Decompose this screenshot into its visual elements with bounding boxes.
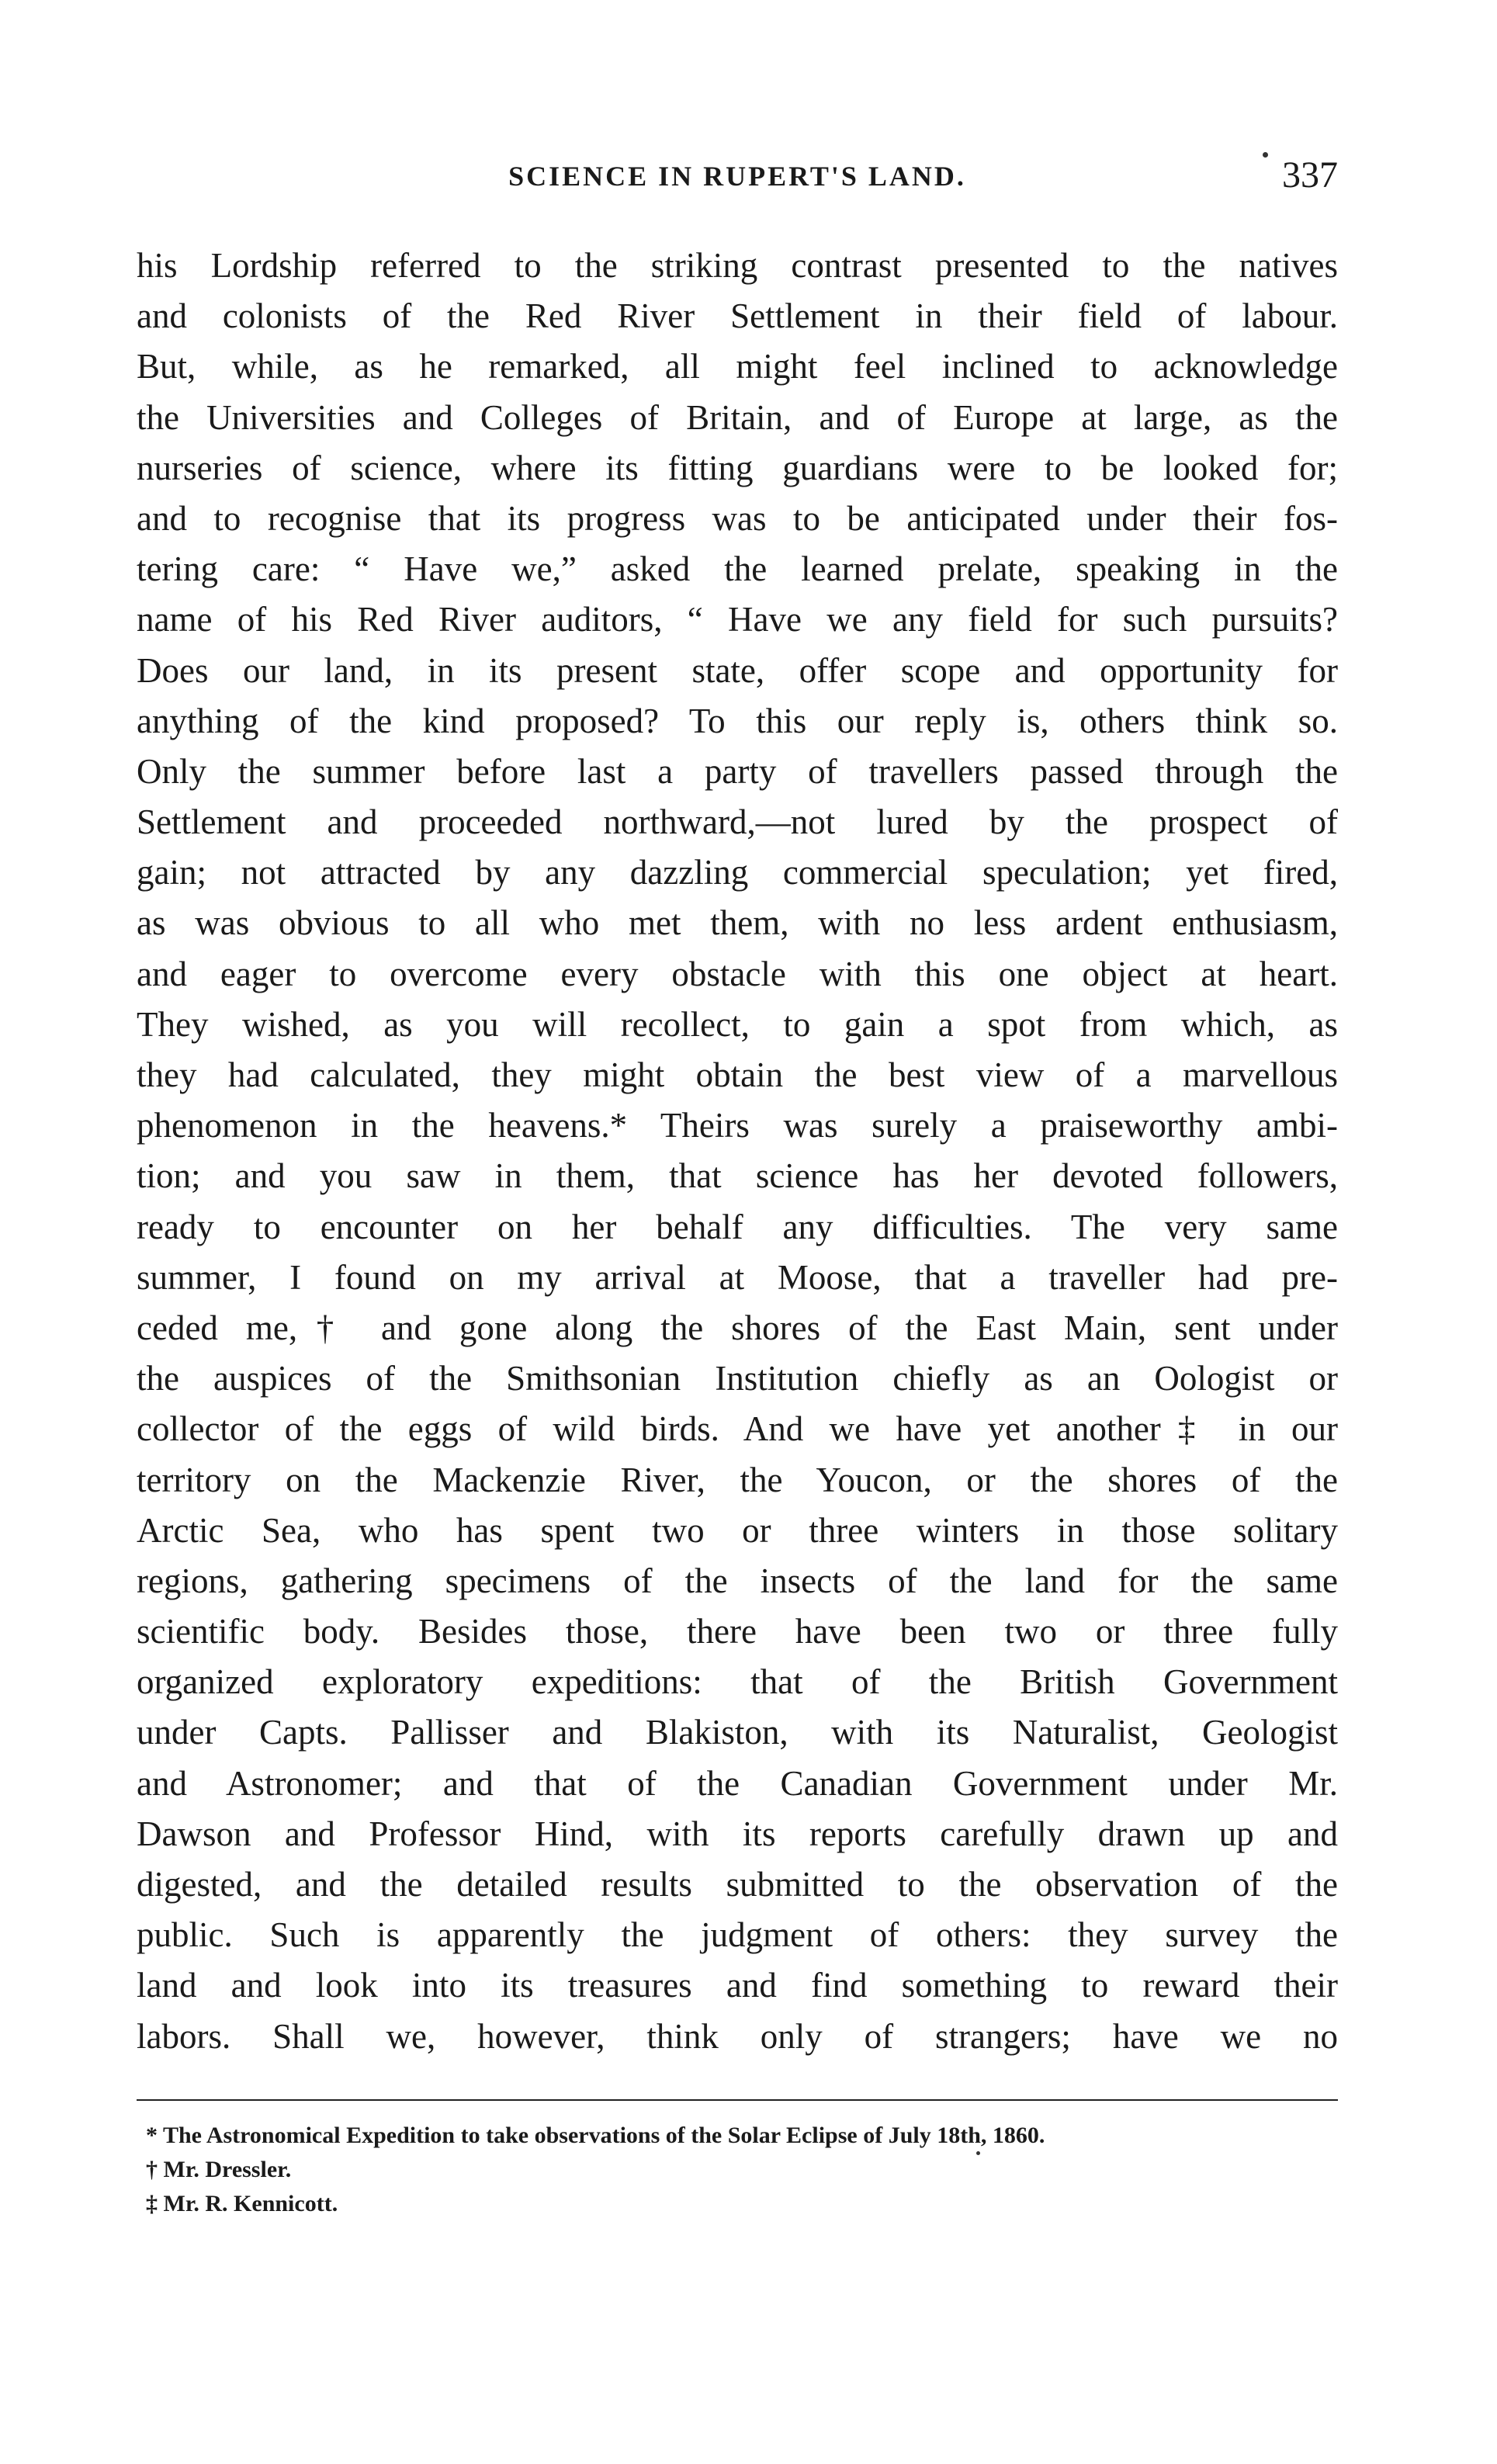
text-line: and to recognise that its progress was to be anticipated under their fos- [137, 498, 1338, 538]
text-line: and Astronomer; and that of the Canadian Government under Mr. [137, 1763, 1338, 1803]
text-line: organized exploratory expeditions: that of the British Government [137, 1662, 1338, 1702]
stray-ink-dot [1263, 152, 1268, 158]
text-line: the auspices of the Smithsonian Institution chiefly as an Oologist or [137, 1359, 1338, 1398]
text-line: territory on the Mackenzie River, the Youcon, or the shores of the [137, 1460, 1338, 1499]
text-line: They wished, as you will recollect, to gain a spot from which, as [137, 1004, 1338, 1044]
text-line: as was obvious to all who met them, with no less ardent enthusiasm, [137, 903, 1338, 943]
text-line: Arctic Sea, who has spent two or three winters in those solitary [137, 1510, 1338, 1550]
text-line: gain; not attracted by any dazzling commercial speculation; yet fired, [137, 853, 1338, 892]
text-line: Only the summer before last a party of travellers passed through the [137, 751, 1338, 791]
text-line: collector of the eggs of wild birds. And we have yet another‡ in our [137, 1409, 1338, 1449]
text-line: digested, and the detailed results submitted to the observation of the [137, 1865, 1338, 1904]
text-line: tering care: “ Have we,” asked the learned prelate, speaking in the [137, 549, 1338, 589]
footnote-divider [137, 2099, 1338, 2101]
text-line: ceded me,† and gone along the shores of the East Main, sent under [137, 1308, 1338, 1347]
text-line: phenomenon in the heavens.* Theirs was surely a praiseworthy ambi- [137, 1106, 1338, 1145]
text-line: the Universities and Colleges of Britain, and of Europe at large, as the [137, 397, 1338, 437]
text-line: ready to encounter on her behalf any difficulties. The very same [137, 1207, 1338, 1246]
text-line: they had calculated, they might obtain the best view of a marvellous [137, 1055, 1338, 1094]
text-line: Settlement and proceeded northward,—not lured by the prospect of [137, 802, 1338, 842]
text-line: nurseries of science, where its fitting guardians were to be looked for; [137, 448, 1338, 487]
running-head: SCIENCE IN RUPERT'S LAND. [508, 161, 966, 192]
footnotes [137, 2119, 1338, 2221]
text-line: Dawson and Professor Hind, with its reports carefully drawn up and [137, 1814, 1338, 1853]
text-line: and colonists of the Red River Settlement in their field of labour. [137, 296, 1338, 336]
footnote: ‡ Mr. R. Kennicott. [146, 2191, 338, 2216]
text-line: tion; and you saw in them, that science has her devoted followers, [137, 1156, 1338, 1196]
text-line: and eager to overcome every obstacle with this one object at heart. [137, 954, 1338, 993]
text-line: public. Such is apparently the judgment of others: they survey the [137, 1915, 1338, 1955]
body-text [137, 241, 1338, 2062]
text-line: under Capts. Pallisser and Blakiston, with its Naturalist, Geologist [137, 1713, 1338, 1752]
text-line: But, while, as he remarked, all might feel inclined to acknowledge [137, 347, 1338, 386]
page-number: 337 [1282, 154, 1338, 196]
text-line: scientific body. Besides those, there have been two or three fully [137, 1612, 1338, 1651]
text-line: land and look into its treasures and find something to reward their [137, 1966, 1338, 2005]
text-line: his Lordship referred to the striking contrast presented to the natives [137, 246, 1338, 285]
footnote: * The Astronomical Expedition to take observations of the Solar Eclipse of July 18th, 1860. [146, 2123, 1045, 2148]
text-line: anything of the kind proposed? To this our reply is, others think so. [137, 701, 1338, 740]
text-line: labors. Shall we, however, think only of strangers; have we no [137, 2016, 1338, 2056]
text-line: regions, gathering specimens of the insects of the land for the same [137, 1561, 1338, 1600]
text-line: summer, I found on my arrival at Moose, that a traveller had pre- [137, 1257, 1338, 1297]
footnote: † Mr. Dressler. [146, 2157, 292, 2182]
page-header [137, 154, 1338, 206]
text-line: Does our land, in its present state, offer scope and opportunity for [137, 650, 1338, 690]
text-line: name of his Red River auditors, “ Have we any field for such pursuits? [137, 600, 1338, 639]
